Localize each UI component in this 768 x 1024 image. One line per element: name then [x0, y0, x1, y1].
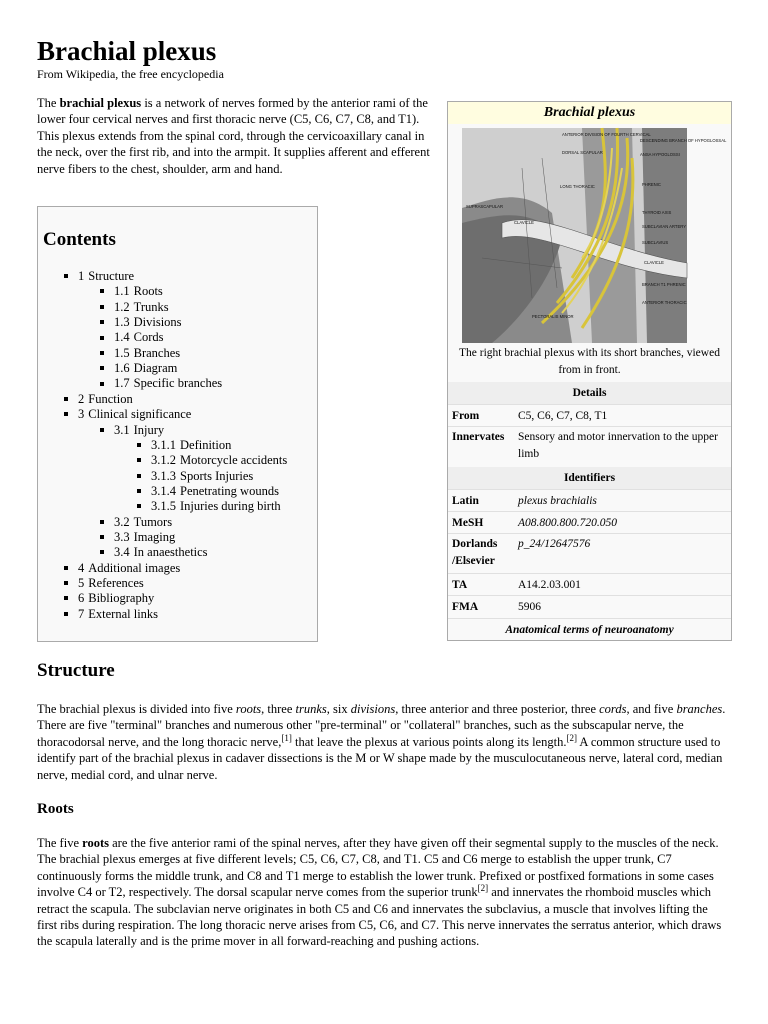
- structure-text-f: . There are five "terminal" branches and numerous other "pre-terminal" or "collateral" branches, such as the subscapular nerve, the thoracodorsal nerve, and the long thoracic nerve,: [37, 702, 726, 749]
- bullet-icon: [100, 336, 104, 340]
- toc-item[interactable]: [137, 484, 279, 499]
- bullet-icon: [64, 612, 68, 616]
- toc-item-number: 6: [78, 591, 85, 606]
- toc-item-label[interactable]: Definition: [180, 437, 232, 452]
- infobox-value-innervates[interactable]: Sensory and motor innervation to the upper limb: [518, 431, 718, 460]
- img-label-dorsal-scapular: DORSAL SCAPULAR: [562, 150, 603, 155]
- toc-item-label[interactable]: Injury: [133, 422, 165, 437]
- infobox-value-fma[interactable]: 5906: [518, 601, 541, 613]
- toc-item[interactable]: [137, 438, 231, 453]
- toc-item[interactable]: [100, 545, 208, 560]
- img-label-suprascapular: SUPRASCAPULAR: [466, 204, 504, 209]
- toc-item[interactable]: [100, 530, 175, 545]
- bullet-icon: [137, 504, 141, 508]
- infobox-row-fma: [448, 595, 731, 618]
- toc-item[interactable]: [137, 453, 287, 468]
- structure-text-a: The brachial plexus is divided into five: [37, 702, 236, 716]
- toc-item-number: 1.2: [114, 299, 130, 314]
- infobox-footer-link[interactable]: Anatomical terms of neuroanatomy: [448, 618, 731, 641]
- roots-bold-term: roots: [82, 836, 109, 850]
- toc-item-number: 3.1.5: [151, 499, 176, 514]
- bullet-icon: [100, 550, 104, 554]
- structure-term-cords: cords: [599, 702, 627, 716]
- toc-item-label[interactable]: Specific branches: [133, 376, 223, 391]
- bullet-icon: [100, 520, 104, 524]
- bullet-icon: [100, 382, 104, 386]
- toc-item[interactable]: [137, 469, 253, 484]
- toc-item-number: 3.4: [114, 545, 130, 560]
- structure-term-divisions: divisions: [350, 702, 396, 716]
- infobox-label-innervates: Innervates: [452, 431, 505, 443]
- infobox: [447, 101, 732, 641]
- bullet-icon: [100, 320, 104, 324]
- infobox-label-dorlands[interactable]: Dorlands /Elsevier: [452, 538, 498, 567]
- structure-text-b: , three: [261, 702, 296, 716]
- infobox-identifiers-header: Identifiers: [448, 467, 731, 489]
- toc-item-number: 3: [78, 407, 85, 422]
- toc-item[interactable]: [100, 361, 177, 376]
- structure-text-d: , three anterior and three posterior, three: [395, 702, 600, 716]
- bullet-icon: [100, 428, 104, 432]
- toc-item[interactable]: [100, 315, 182, 330]
- reference-link-1[interactable]: [1]: [281, 732, 292, 743]
- roots-text-c: and innervates the rhomboid muscles which retract the scapula. The subclavian nerve originates in both C5 and C6 and innervates the subclavius, a muscle that involves lifting the first ribs during respiration. The long thoracic nerve arises from C5, C6, and C7. This nerve innervates the serratus anterior, which draws the scapula laterally and is the prime mover in all forward-reaching and pushing actions.: [37, 885, 722, 949]
- toc-item-label[interactable]: Clinical significance: [88, 407, 192, 422]
- toc-item[interactable]: [64, 392, 133, 407]
- bullet-icon: [100, 305, 104, 309]
- page-title: Brachial plexus: [37, 36, 217, 66]
- intro-prefix: The: [37, 96, 60, 110]
- infobox-label-from: From: [452, 410, 480, 422]
- toc-item[interactable]: [64, 269, 134, 284]
- toc-item-label[interactable]: Tumors: [133, 514, 173, 529]
- toc-item-number: 2: [78, 391, 85, 406]
- roots-text-b: are the five anterior rami of the spinal nerves, after they have given off their segmental supply to the muscles of the neck. The brachial plexus emerges at five different levels; C5, C6, C7, C8, and T1. C5 and C6 merge to establish the upper trunk, C7 continuously forms the middle trunk, and C8 and T1 merge to establish the lower trunk. Prefixed or postfixed formations in some cases involve C4 or T2, respectively. The dorsal scapular nerve comes from the superior trunk: [37, 836, 719, 900]
- bullet-icon: [64, 581, 68, 585]
- toc-item-number: 3.3: [114, 529, 130, 544]
- infobox-label-mesh[interactable]: MeSH: [452, 517, 484, 529]
- infobox-label-fma[interactable]: FMA: [452, 601, 479, 613]
- reference-link-2b[interactable]: [2]: [477, 883, 489, 894]
- toc-item-label[interactable]: Additional images: [88, 560, 181, 575]
- toc-item-number: 1.4: [114, 330, 130, 345]
- infobox-row-from: [448, 404, 731, 427]
- page-subtitle: From Wikipedia, the free encyclopedia: [37, 67, 224, 81]
- toc-item[interactable]: [64, 576, 144, 591]
- toc-item-label[interactable]: Divisions: [133, 315, 182, 330]
- infobox-row-latin: [448, 489, 731, 512]
- img-label-thyroid-axis: THYROID AXIS: [642, 210, 672, 215]
- bullet-icon: [64, 566, 68, 570]
- infobox-details-header: Details: [448, 382, 731, 404]
- structure-text-e: , and five: [626, 702, 677, 716]
- bullet-icon: [100, 289, 104, 293]
- toc-item[interactable]: [100, 284, 163, 299]
- toc-item-label[interactable]: Bibliography: [88, 591, 155, 606]
- img-label-ansa: ANSA HYPOGLOSSI: [640, 152, 680, 157]
- infobox-value-dorlands[interactable]: p_24/12647576: [518, 538, 591, 550]
- toc-item-number: 4: [78, 560, 85, 575]
- img-label-branch-t1: BRANCH T1 PHRENIC: [642, 282, 686, 287]
- reference-link-2[interactable]: [2]: [566, 732, 577, 743]
- toc-item-number: 3.1.2: [151, 453, 176, 468]
- structure-paragraph: [37, 701, 731, 783]
- toc-item-label[interactable]: Sports Injuries: [180, 468, 254, 483]
- toc-item[interactable]: [137, 499, 281, 514]
- img-label-descending-branch: DESCENDING BRANCH OF HYPOGLOSSAL: [640, 138, 727, 143]
- structure-text-h: A common structure used to identify part of the brachial plexus in cadaver dissections is the M or W shape made by the musculocutaneous nerve, lateral cord, median nerve, medial cord, and ulnar nerve.: [37, 734, 723, 782]
- img-label-clavicle-left: CLAVICLE: [514, 220, 534, 225]
- img-label-long-thoracic: LONG THORACIC: [560, 184, 595, 189]
- intro-bold-term: brachial plexus: [59, 96, 142, 110]
- toc-item-number: 5: [78, 576, 85, 590]
- img-label-phrenic: PHRENIC: [642, 182, 661, 187]
- toc-item[interactable]: [64, 407, 191, 422]
- structure-term-trunks: trunks: [295, 702, 327, 716]
- img-label-clavicle-right: CLAVICLE: [644, 260, 664, 265]
- infobox-value-mesh[interactable]: A08.800.800.720.050: [518, 517, 618, 529]
- toc-item-label[interactable]: Trunks: [133, 299, 169, 314]
- bullet-icon: [64, 274, 68, 278]
- roots-paragraph: [37, 835, 731, 950]
- structure-term-roots: roots: [235, 702, 262, 716]
- toc-item[interactable]: [100, 300, 169, 315]
- bullet-icon: [100, 535, 104, 539]
- toc-item-label[interactable]: Motorcycle accidents: [180, 453, 288, 468]
- img-label-pectoralis-minor: PECTORALIS MINOR: [532, 314, 574, 319]
- img-label-anterior-division: ANTERIOR DIVISION OF FOURTH CERVICAL: [562, 132, 651, 137]
- toc-item-label[interactable]: Roots: [133, 284, 163, 299]
- infobox-row-innervates: [448, 426, 731, 467]
- toc-item-number: 1: [78, 269, 85, 283]
- toc-item-label[interactable]: Cords: [133, 330, 164, 345]
- infobox-label-latin: Latin: [452, 495, 479, 507]
- infobox-caption: The right brachial plexus with its short branches, viewed from in front.: [459, 347, 720, 376]
- infobox-label-ta[interactable]: TA: [452, 579, 468, 591]
- toc-item-label[interactable]: External links: [88, 606, 159, 621]
- toc-item-number: 3.1.1: [151, 437, 176, 452]
- toc-item-label[interactable]: Function: [88, 391, 133, 406]
- toc-item-number: 3.1.4: [151, 483, 176, 498]
- infobox-row-dorlands: [448, 533, 731, 574]
- infobox-title: Brachial plexus: [448, 102, 731, 124]
- toc-item-label[interactable]: Injuries during birth: [180, 499, 281, 514]
- bullet-icon: [137, 474, 141, 478]
- intro-paragraph: [37, 95, 433, 177]
- img-label-anterior-thoracic: ANTERIOR THORACIC: [642, 300, 687, 305]
- toc-item[interactable]: [100, 515, 172, 530]
- img-label-subclavius: SUBCLAVIUS: [642, 240, 669, 245]
- bullet-icon: [64, 596, 68, 600]
- toc-item-label[interactable]: In anaesthetics: [133, 545, 208, 560]
- brachial-plexus-illustration[interactable]: [462, 128, 727, 343]
- toc-item-number: 1.6: [114, 361, 130, 376]
- toc-item-number: 1.7: [114, 376, 130, 391]
- toc-item[interactable]: [100, 330, 164, 345]
- table-of-contents: [37, 206, 318, 642]
- infobox-row-mesh: [448, 511, 731, 534]
- section-heading-structure: Structure: [37, 660, 115, 681]
- toc-item-number: 1.3: [114, 315, 130, 330]
- toc-item[interactable]: [100, 376, 222, 391]
- roots-text-a: The five: [37, 836, 83, 850]
- toc-title: Contents: [43, 229, 116, 250]
- toc-item-number: 3.1.3: [151, 468, 176, 483]
- structure-term-branches: branches: [676, 702, 723, 716]
- bullet-icon: [137, 443, 141, 447]
- toc-item[interactable]: [64, 561, 180, 576]
- toc-item-label[interactable]: Penetrating wounds: [180, 483, 279, 498]
- toc-item-number: 7: [78, 606, 85, 621]
- toc-item-label[interactable]: References: [88, 576, 144, 590]
- toc-item-label[interactable]: Imaging: [133, 529, 176, 544]
- structure-text-g: that leave the plexus at various points along its length.: [291, 734, 567, 749]
- toc-item-label[interactable]: Branches: [133, 345, 181, 360]
- toc-item-label[interactable]: Diagram: [133, 361, 178, 376]
- infobox-value-latin: plexus brachialis: [518, 495, 597, 507]
- infobox-value-ta[interactable]: A14.2.03.001: [518, 579, 581, 591]
- bullet-icon: [64, 397, 68, 401]
- section-heading-roots: Roots: [37, 801, 74, 817]
- bullet-icon: [100, 366, 104, 370]
- bullet-icon: [100, 351, 104, 355]
- infobox-row-ta: [448, 573, 731, 596]
- toc-item-label[interactable]: Structure: [88, 269, 135, 283]
- img-label-subclavian-artery: SUBCLAVIAN ARTERY: [642, 224, 686, 229]
- toc-item-number: 1.1: [114, 284, 130, 299]
- structure-text-c: , six: [326, 702, 351, 716]
- toc-item-number: 3.2: [114, 514, 130, 529]
- infobox-value-from: C5, C6, C7, C8, T1: [518, 410, 608, 422]
- toc-item[interactable]: [100, 423, 164, 438]
- toc-item[interactable]: [100, 346, 180, 361]
- toc-item[interactable]: [64, 591, 154, 606]
- bullet-icon: [137, 458, 141, 462]
- intro-text: is a network of nerves formed by the anterior rami of the lower four cervical nerves and first thoracic nerve (C5, C6, C7, C8, and T1). This plexus extends from the spinal cord, through the cervicoaxillary canal in the neck, over the first rib, and into the armpit. It supplies afferent and efferent nerve fibers to the chest, shoulder, arm and hand.: [37, 96, 430, 176]
- bullet-icon: [64, 412, 68, 416]
- bullet-icon: [137, 489, 141, 493]
- toc-item[interactable]: [64, 607, 158, 622]
- toc-item-number: 3.1: [114, 422, 130, 437]
- toc-item-number: 1.5: [114, 345, 130, 360]
